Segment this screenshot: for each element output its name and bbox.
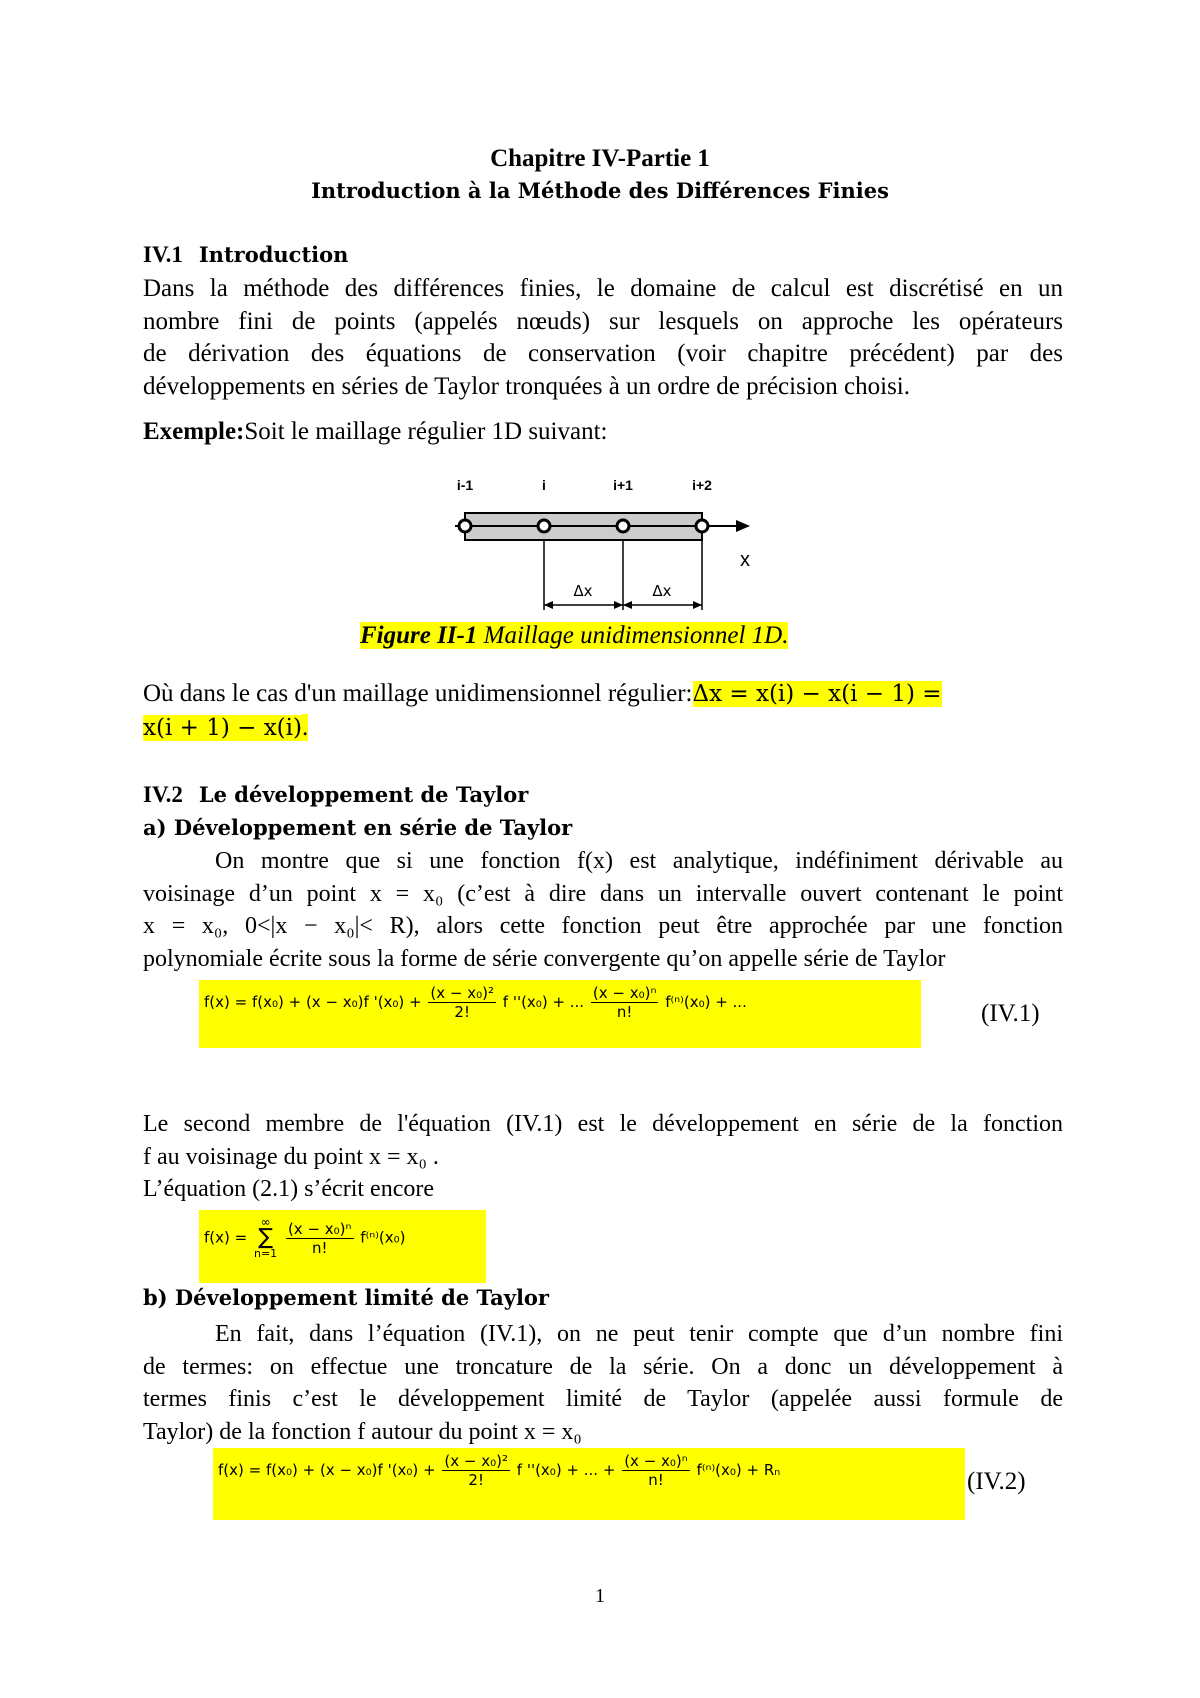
section-title: Le développement de Taylor xyxy=(198,782,529,807)
subsection-b-heading: b) Développement limité de Taylor xyxy=(143,1285,549,1310)
node-label: i+2 xyxy=(692,477,712,493)
page-number: 1 xyxy=(595,1585,605,1607)
figure-caption-number: Figure II-1 xyxy=(360,622,478,649)
equation-number-iv1: (IV.1) xyxy=(981,1000,1040,1027)
eq-fraction xyxy=(428,984,496,1021)
node-label: i-1 xyxy=(456,477,474,493)
dx-label: Δx xyxy=(573,582,593,600)
sum-lower: n=1 xyxy=(253,1247,278,1260)
paragraph-line: On montre que si une fonction f(x) est analytique, indéfiniment dérivable au xyxy=(215,848,1063,874)
paragraph-line: Le second membre de l'équation (IV.1) est le développement en série de la fonction xyxy=(143,1111,1063,1137)
dimension-arrow xyxy=(623,601,632,609)
mesh-equation-end: . xyxy=(301,714,309,741)
paragraph-line: polynomiale écrite sous la forme de série convergente qu’on appelle série de Taylor xyxy=(143,945,946,972)
mesh-sentence-text: Où dans le cas d'un maillage unidimensionnel régulier: xyxy=(143,680,693,707)
eq-numerator: (x − x₀)ⁿ xyxy=(287,1219,352,1238)
eq-numerator: (x − x₀)ⁿ xyxy=(624,1452,688,1470)
taylor-paragraph-a xyxy=(143,845,1063,975)
section-number: IV.1 xyxy=(143,242,183,267)
equation-number-iv2: (IV.2) xyxy=(967,1468,1026,1495)
mesh-equation-part1: Δx = x(i) − x(i − 1) = xyxy=(692,681,942,707)
equation-sum xyxy=(204,1214,406,1262)
eq-term: f⁽ⁿ⁾(x₀) xyxy=(360,1228,406,1247)
eq-denominator: n! xyxy=(648,1471,664,1489)
dimension-arrow xyxy=(614,601,623,609)
mesh-sentence-line2 xyxy=(143,714,308,742)
paragraph-line: L’équation (2.1) s’écrit encore xyxy=(143,1176,434,1202)
example-line xyxy=(143,418,608,446)
dimension-arrow xyxy=(693,601,702,609)
figure-caption xyxy=(360,622,788,650)
paragraph-line: Taylor) de la fonction f autour du point x = x₀ xyxy=(143,1418,582,1445)
axis-arrow xyxy=(736,520,750,532)
intro-paragraph xyxy=(143,273,1063,403)
eq-term: f ''(x₀) + ... xyxy=(502,993,585,1011)
eq-denominator: n! xyxy=(616,1003,633,1021)
mesh-node xyxy=(538,520,550,532)
paragraph-line: développements en séries de Taylor tronquées à un ordre de précision choisi. xyxy=(143,372,910,400)
mesh-figure xyxy=(440,470,760,620)
eq-numerator: (x − x₀)² xyxy=(430,984,494,1002)
eq-term: f(x) = f(x₀) + (x − x₀)f '(x₀) + xyxy=(218,1461,436,1479)
mesh-sentence-line1 xyxy=(143,680,1063,708)
eq-term: f ''(x₀) + ... + xyxy=(516,1461,616,1479)
eq-denominator: n! xyxy=(311,1238,328,1257)
paragraph-line: x = x₀, 0<|x − x₀|< R), alors cette fonction peut être approchée par une fonction xyxy=(143,913,1063,939)
paragraph-line: f au voisinage du point x = x₀ . xyxy=(143,1143,439,1170)
section-number: IV.2 xyxy=(143,782,183,807)
equation-iv1 xyxy=(204,984,747,1021)
eq-denominator: 2! xyxy=(454,1003,470,1021)
example-text: Soit le maillage régulier 1D suivant: xyxy=(244,418,608,445)
eq-term: f(x) = f(x₀) + (x − x₀)f '(x₀) + xyxy=(204,993,422,1011)
after-eq1-paragraph xyxy=(143,1108,1063,1206)
sum-upper: ∞ xyxy=(260,1215,271,1229)
eq-term: f⁽ⁿ⁾(x₀) + ... xyxy=(665,993,747,1011)
subsection-a-heading: a) Développement en série de Taylor xyxy=(143,815,573,840)
chapter-subtitle: Introduction à la Méthode des Différences Finies xyxy=(311,178,889,203)
sum-symbol: ∑ xyxy=(258,1225,273,1250)
mesh-node xyxy=(696,520,708,532)
section-title: Introduction xyxy=(198,242,349,267)
node-label: i xyxy=(542,477,546,493)
mesh-node xyxy=(617,520,629,532)
section-heading-1 xyxy=(143,242,348,268)
paragraph-line: voisinage d’un point x = x₀ (c’est à dire dans un intervalle ouvert contenant le point xyxy=(143,880,1063,907)
paragraph-line: termes finis c’est le développement limité de Taylor (appelée aussi formule de xyxy=(143,1386,1063,1412)
sum-operator xyxy=(254,1214,277,1262)
eq-fraction xyxy=(591,984,659,1021)
example-label: Exemple: xyxy=(143,418,245,445)
eq-fraction xyxy=(286,1220,354,1257)
eq-term: f⁽ⁿ⁾(x₀) + Rₙ xyxy=(696,1461,781,1479)
axis-label: x xyxy=(740,549,750,571)
paragraph-line: de dérivation des équations de conservation (voir chapitre précédent) par des xyxy=(143,340,1063,367)
eq-fraction xyxy=(622,1452,690,1489)
eq-numerator: (x − x₀)ⁿ xyxy=(592,984,657,1002)
figure-caption-text: Maillage unidimensionnel 1D. xyxy=(477,622,789,649)
dx-label: Δx xyxy=(652,582,672,600)
equation-iv2 xyxy=(218,1452,780,1489)
mesh-equation-part2: x(i + 1) − x(i) xyxy=(143,715,302,741)
eq-fraction xyxy=(442,1452,510,1489)
dimension-arrow xyxy=(544,601,553,609)
paragraph-line: de termes: on effectue une troncature de la série. On a donc un développement à xyxy=(143,1353,1063,1380)
eq-numerator: (x − x₀)² xyxy=(444,1452,508,1470)
taylor-paragraph-b xyxy=(143,1318,1063,1448)
node-label: i+1 xyxy=(613,477,633,493)
eq-denominator: 2! xyxy=(468,1471,484,1489)
paragraph-line: Dans la méthode des différences finies, le domaine de calcul est discrétisé en un xyxy=(143,275,1063,302)
section-heading-2 xyxy=(143,782,528,808)
mesh-node xyxy=(459,520,471,532)
eq-term: f(x) = xyxy=(204,1228,248,1247)
paragraph-line: nombre fini de points (appelés nœuds) sur lesquels on approche les opérateurs xyxy=(143,307,1063,335)
chapter-title: Chapitre IV-Partie 1 xyxy=(490,145,710,172)
paragraph-line: En fait, dans l’équation (IV.1), on ne peut tenir compte que d’un nombre fini xyxy=(215,1321,1063,1347)
